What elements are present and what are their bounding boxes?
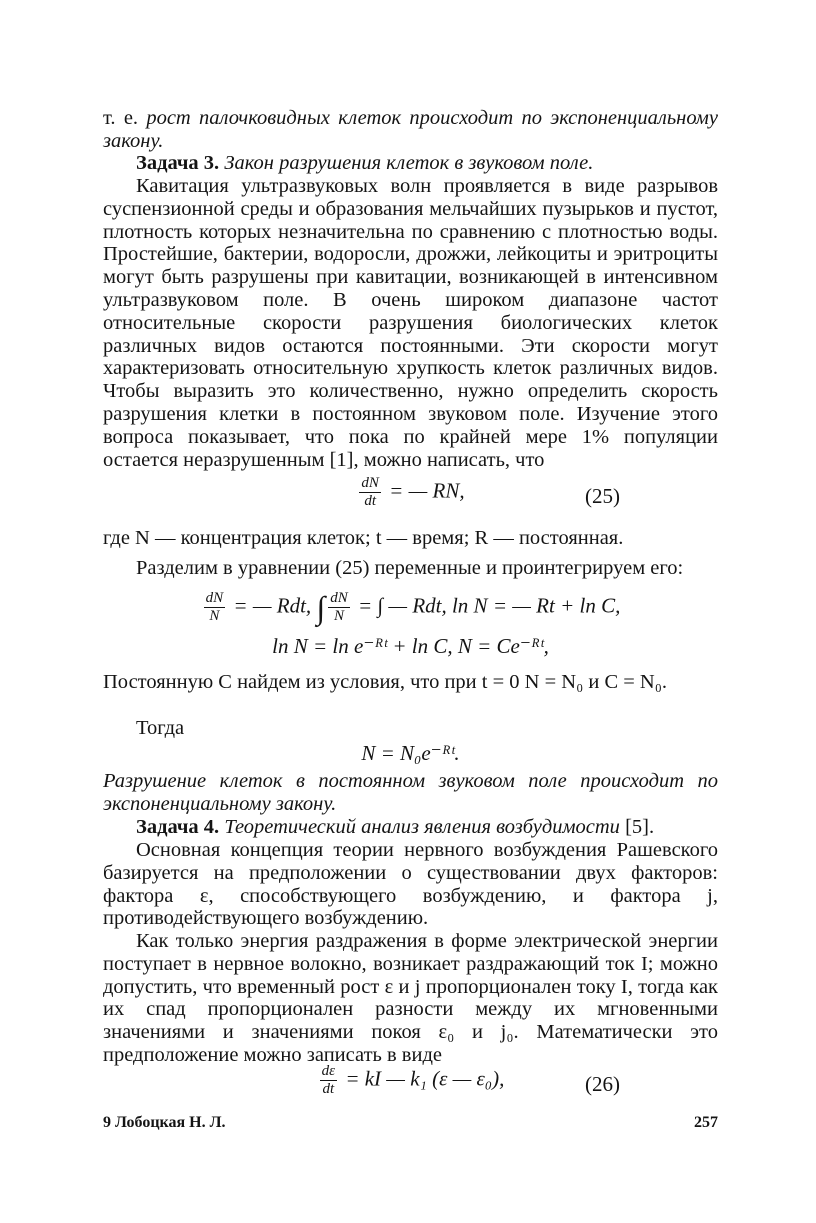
equation-26-rhs: = kI — k₁ (ε — ε₀),	[345, 1066, 505, 1091]
signature-mark: 9 Лобоцкая Н. Л.	[103, 1114, 226, 1131]
task-3-title: Закон разрушения клеток в звуковом поле.	[224, 152, 594, 174]
task-4-title: Теоретический анализ явления возбудимости	[224, 816, 620, 838]
paragraph-excitation-model: Как только энергия раздражения в форме электрической энергии поступает в нервное волокно, возникает раздражающий ток I; можно допустить, что временный рост ε и j пропорционален току I, тогда как их спад пропорционален разности между их мгновенными значениями и значениями покоя ε₀ и j₀. Математически это предположение можно записать в виде	[103, 930, 718, 1066]
task-4-label: Задача 4.	[136, 816, 220, 838]
equation-26	[103, 1063, 718, 1098]
paragraph-separation: Разделим в уравнении (25) переменные и проинтегрируем его:	[136, 557, 684, 579]
growth-conclusion: рост палочковидных клеток происходит по экспоненциальному закону.	[103, 107, 718, 152]
task-3-label: Задача 3.	[136, 152, 220, 174]
integration-part-1: = — Rdt,	[233, 593, 312, 618]
fraction-dn-n: $\frac{dN}{N}$	[205, 590, 224, 624]
task-4-reference: [5].	[625, 816, 655, 838]
equation-integration	[103, 590, 718, 625]
integration-part-2: = ∫ — Rdt, ln N = — Rt + ln C,	[357, 593, 621, 618]
equation-25-rhs: = — RN,	[389, 478, 465, 503]
page-number: 257	[694, 1114, 718, 1131]
paragraph-destruction-conclusion: Разрушение клеток в постоянном звуковом поле происходит по экспоненциальному закону.	[103, 770, 718, 815]
equation-log-solution: ln N = ln e⁻ᴿᵗ + ln C, N = Ce⁻ᴿᵗ,	[272, 634, 549, 658]
paragraph-cavitation: Кавитация ультразвуковых волн проявляется в виде разрывов суспензионной среды и образования мельчайших пузырьков и пустот, плотность которых незначительна по сравнению с плотностью воды. Простейшие, бактерии, водоросли, дрожжи, лейкоциты и эритроциты могут быть разрушены при кавитации, возникающей в интенсивном ультразвуковом поле. В очень широком диапазоне частот относительные скорости разрушения биологических клеток различных видов остаются постоянными. Эти скорости могут характеризовать относительную хрупкость клеток различных видов. Чтобы выразить это количественно, нужно определить скорость разрушения клетки в постоянном звуковом поле. Изучение этого вопроса показывает, что пока по крайней мере 1% популяции остается неразрушенным [1], можно написать, что	[103, 175, 718, 471]
fraction-dn-dt: $\frac{dN}{dt}$	[361, 475, 379, 509]
paragraph-definitions: где N — концентрация клеток; t — время; R — постоянная.	[103, 527, 624, 549]
fraction-dn-n-integral: $\frac{dN}{N}$	[330, 590, 348, 624]
integral-sign: ∫	[316, 589, 326, 626]
lead-text: т. е.	[103, 107, 139, 129]
equation-exponential-decay: N = N₀e⁻ᴿᵗ.	[361, 741, 460, 765]
equation-26-number: (26)	[585, 1072, 620, 1096]
paragraph-constant: Постоянную C найдем из условия, что при t = 0 N = N₀ и C = N₀.	[103, 671, 668, 693]
equation-25-number: (25)	[585, 484, 620, 508]
task-4-heading	[103, 816, 718, 839]
paragraph-growth-conclusion	[103, 107, 718, 153]
equation-25	[103, 475, 718, 510]
paragraph-rashevsky-theory: Основная концепция теории нервного возбуждения Рашевского базируется на предположении о существовании двух факторов: фактора ε, способствующего возбуждению, и фактора j, противодействующего возбуждению.	[103, 839, 718, 930]
paragraph-then: Тогда	[136, 717, 185, 739]
task-3-heading	[103, 152, 718, 175]
fraction-de-dt: $\frac{d\varepsilon}{dt}$	[321, 1063, 336, 1097]
